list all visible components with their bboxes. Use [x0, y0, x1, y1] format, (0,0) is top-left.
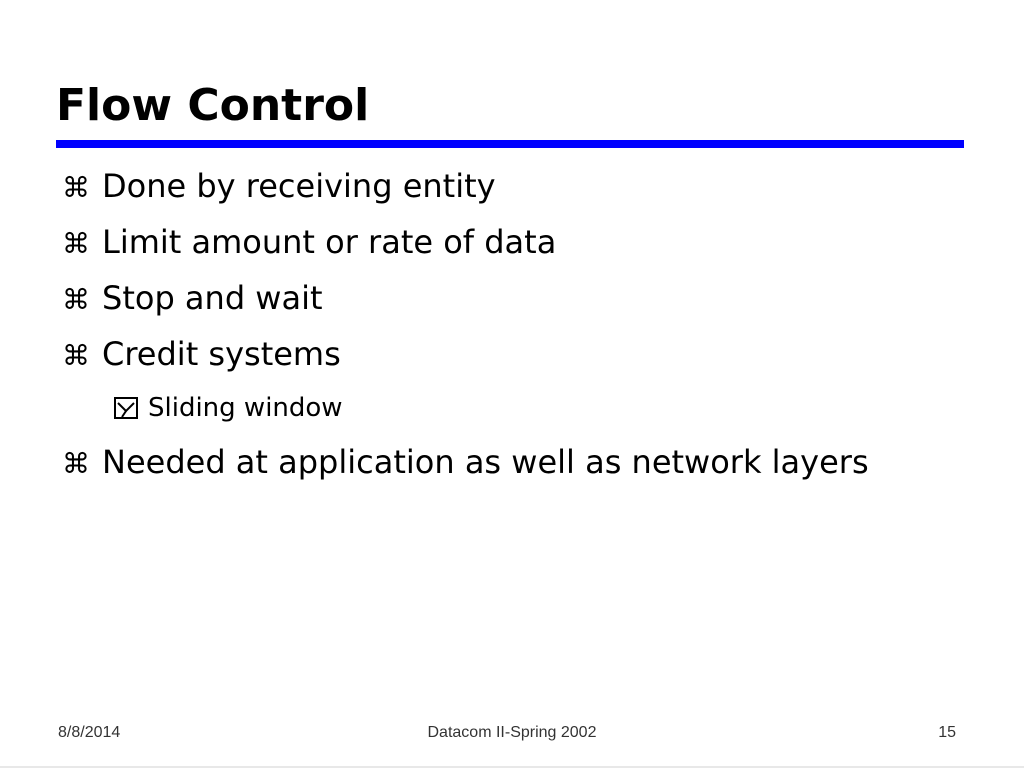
command-icon: ⌘	[62, 171, 90, 204]
bullet-text: Stop and wait	[102, 279, 323, 317]
sub-bullet-item	[114, 382, 982, 434]
command-icon: ⌘	[62, 339, 90, 372]
bullet-item	[62, 158, 982, 214]
command-icon: ⌘	[62, 447, 90, 480]
checkbox-icon-graphic	[114, 397, 138, 419]
slide-title: Flow Control	[56, 80, 370, 131]
title-underline	[56, 140, 964, 148]
bullet-item	[62, 326, 982, 382]
bullet-text: Done by receiving entity	[102, 167, 496, 205]
bullet-text: Needed at application as well as network layers	[102, 443, 869, 481]
bullet-list	[62, 158, 982, 490]
bullet-text: Limit amount or rate of data	[102, 223, 557, 261]
bullet-text: Credit systems	[102, 335, 341, 373]
bullet-item	[62, 270, 982, 326]
sub-bullet-text: Sliding window	[148, 393, 343, 423]
command-icon: ⌘	[62, 227, 90, 260]
checkbox-icon	[114, 382, 148, 434]
footer-course: Datacom II-Spring 2002	[427, 724, 597, 741]
footer-page-number: 15	[938, 724, 956, 741]
command-icon: ⌘	[62, 283, 90, 316]
bullet-item	[62, 434, 982, 490]
bullet-item	[62, 214, 982, 270]
footer-date: 8/8/2014	[58, 724, 121, 741]
